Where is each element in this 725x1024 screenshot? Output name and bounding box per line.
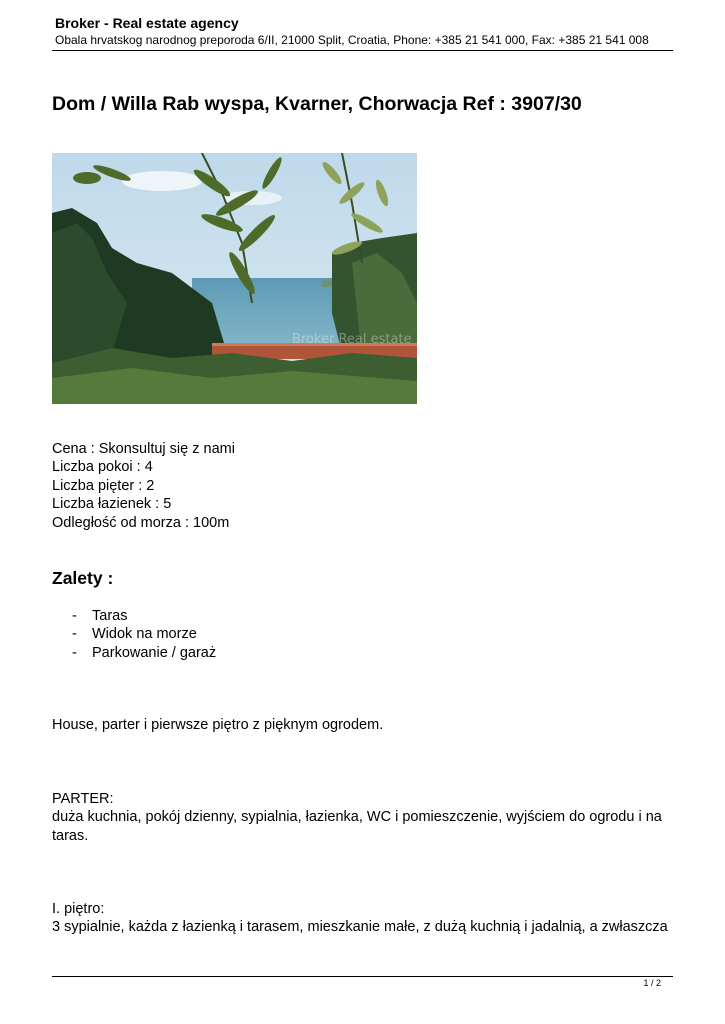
detail-rooms: Liczba pokoi : 4 <box>52 459 153 476</box>
ground-floor-heading: PARTER: <box>52 791 114 807</box>
feature-label: Taras <box>92 608 128 624</box>
property-photo <box>52 153 417 404</box>
detail-floors: Liczba pięter : 2 <box>52 477 155 494</box>
photo-watermark: Broker Real estate <box>292 332 412 347</box>
property-details <box>52 440 235 532</box>
detail-price: Cena : Skonsultuj się z nami <box>52 441 235 457</box>
ground-floor-text: duża kuchnia, pokój dzienny, sypialnia, łazienka, WC i pomieszczenie, wyjściem do ogrodu i na taras. <box>52 809 662 844</box>
feature-label: Widok na morze <box>92 626 197 643</box>
listing-title: Dom / Willa Rab wyspa, Kvarner, Chorwacja Ref : 3907/30 <box>52 93 582 115</box>
feature-label: Parkowanie / garaż <box>92 644 217 661</box>
agency-address: Obala hrvatskog narodnog preporoda 6/II, 21000 Split, Croatia, Phone: +385 21 541 000, Fax: +385 21 541 008 <box>55 33 649 47</box>
list-item: - Parkowanie / garaż <box>72 644 217 661</box>
footer-divider <box>52 976 673 977</box>
list-item: - Widok na morze <box>72 626 197 643</box>
detail-sea-distance: Odległość od morza : 100m <box>52 514 230 531</box>
description-intro: House, parter i pierwsze piętro z pięknym ogrodem. <box>52 717 384 733</box>
first-floor-section <box>52 900 682 937</box>
first-floor-text: 3 sypialnie, każda z łazienką i tarasem, mieszkanie małe, z dużą kuchnią i jadalnią, a zwłaszcza <box>52 919 668 936</box>
header-divider <box>52 50 673 51</box>
features-heading: Zalety : <box>52 568 114 588</box>
page-number: 1 / 2 <box>643 978 661 988</box>
list-item: - Taras <box>72 608 128 624</box>
first-floor-heading: I. piętro: <box>52 901 105 917</box>
features-list <box>72 607 216 662</box>
ground-floor-section <box>52 790 682 845</box>
agency-name: Broker - Real estate agency <box>55 15 239 31</box>
detail-bathrooms: Liczba łazienek : 5 <box>52 496 172 513</box>
document-header <box>55 15 673 48</box>
